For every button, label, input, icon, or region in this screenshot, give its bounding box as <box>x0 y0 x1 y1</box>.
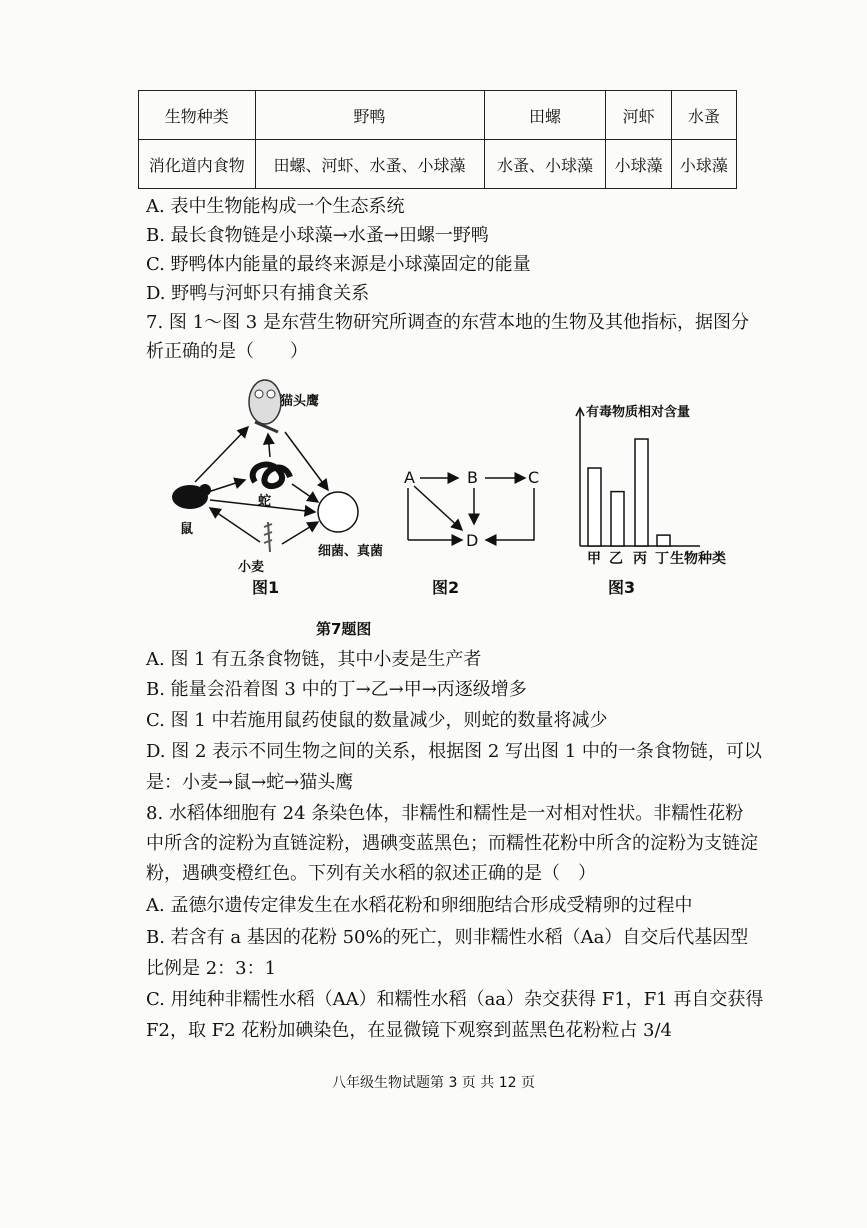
q6-option-d: D. 野鸭与河虾只有捕食关系 <box>146 283 370 304</box>
mouse-label: 鼠 <box>180 522 194 537</box>
bar-丁 <box>657 535 670 546</box>
node-c: C <box>528 468 540 487</box>
page-footer: 八年级生物试题第 3 页 共 12 页 <box>332 1075 535 1091</box>
q7-stem-line2: 析正确的是（ ） <box>146 341 308 362</box>
node-b: B <box>467 468 478 487</box>
table-cell: 河虾 <box>606 91 671 140</box>
q8-line: 8. 水稻体细胞有 24 条染色体，非糯性和糯性是一对相对性状。非糯性花粉 <box>146 803 744 824</box>
tick-label: 乙 <box>609 551 623 567</box>
table-cell: 野鸭 <box>255 91 484 140</box>
q8-line: 粉，遇碘变橙红色。下列有关水稻的叙述正确的是（ ） <box>146 863 596 884</box>
q6-option-b: B. 最长食物链是小球藻→水蚤→田螺一野鸭 <box>146 225 489 246</box>
wheat-label: 小麦 <box>238 560 265 575</box>
q6-option-a: A. 表中生物能构成一个生态系统 <box>146 196 405 217</box>
decomposer-label: 细菌、真菌 <box>318 544 384 559</box>
table-cell: 小球藻 <box>671 140 736 189</box>
table-cell: 小球藻 <box>606 140 671 189</box>
owl-icon <box>249 380 281 432</box>
table-cell: 田螺 <box>484 91 606 140</box>
tick-label: 丙 <box>633 551 647 567</box>
table-row <box>139 140 737 189</box>
decomposer-icon <box>318 492 358 532</box>
figure-1-label: 图1 <box>252 578 280 597</box>
q8-option-b: B. 若含有 a 基因的花粉 50%的死亡，则非糯性水稻（Aa）自交后代基因型 <box>146 927 749 948</box>
food-table <box>138 90 737 189</box>
node-d: D <box>466 531 479 550</box>
q8-line: 中所含的淀粉为直链淀粉，遇碘变蓝黑色；而糯性花粉中所含的淀粉为支链淀 <box>146 833 758 854</box>
owl-label: 猫头鹰 <box>280 394 320 409</box>
tick-label: 丁 <box>655 551 669 567</box>
mouse-icon <box>172 484 211 509</box>
q8-option-c: C. 用纯种非糯性水稻（AA）和糯性水稻（aa）杂交获得 F1，F1 再自交获得 <box>146 989 764 1010</box>
bar-乙 <box>611 492 624 546</box>
q7-option-c: C. 图 1 中若施用鼠药使鼠的数量减少，则蛇的数量将减少 <box>146 710 608 731</box>
node-a: A <box>404 468 415 487</box>
q7-option-b: B. 能量会沿着图 3 中的丁→乙→甲→丙逐级增多 <box>146 679 527 700</box>
figure-3-label: 图3 <box>608 578 636 597</box>
table-cell: 生物种类 <box>139 91 256 140</box>
wheat-icon <box>264 522 272 552</box>
q8-option-a: A. 孟德尔遗传定律发生在水稻花粉和卵细胞结合形成受精卵的过程中 <box>146 895 693 916</box>
table-cell: 消化道内食物 <box>139 140 256 189</box>
table-cell: 水蚤、小球藻 <box>484 140 606 189</box>
figure-3-bar-chart <box>560 400 740 570</box>
q7-option-d-cont: 是：小麦→鼠→蛇→猫头鹰 <box>146 772 354 793</box>
q6-option-c: C. 野鸭体内能量的最终来源是小球藻固定的能量 <box>146 254 531 275</box>
table-row <box>139 91 737 140</box>
q8-option-c-cont: F2，取 F2 花粉加碘染色，在显微镜下观察到蓝黑色花粉粒占 3/4 <box>146 1020 673 1041</box>
q7-option-d: D. 图 2 表示不同生物之间的关系，根据图 2 写出图 1 中的一条食物链，可以 <box>146 741 762 762</box>
figure-2-label: 图2 <box>432 578 460 597</box>
table-cell: 田螺、河虾、水蚤、小球藻 <box>255 140 484 189</box>
q8-option-b-cont: 比例是 2：3：1 <box>146 958 277 979</box>
bar-丙 <box>635 439 648 546</box>
snake-label: 蛇 <box>258 494 272 509</box>
q7-option-a: A. 图 1 有五条食物链，其中小麦是生产者 <box>146 649 482 670</box>
figure-caption: 第7题图 <box>316 620 372 638</box>
chart-ylabel: 有毒物质相对含量 <box>586 405 691 420</box>
table-cell: 水蚤 <box>671 91 736 140</box>
q7-stem-line1: 7. 图 1～图 3 是东营生物研究所调查的东营本地的生物及其他指标，据图分 <box>146 312 749 333</box>
bar-甲 <box>588 468 601 546</box>
tick-label: 甲 <box>587 551 601 567</box>
chart-xlabel: 生物种类 <box>670 551 726 567</box>
snake-icon <box>253 465 290 486</box>
